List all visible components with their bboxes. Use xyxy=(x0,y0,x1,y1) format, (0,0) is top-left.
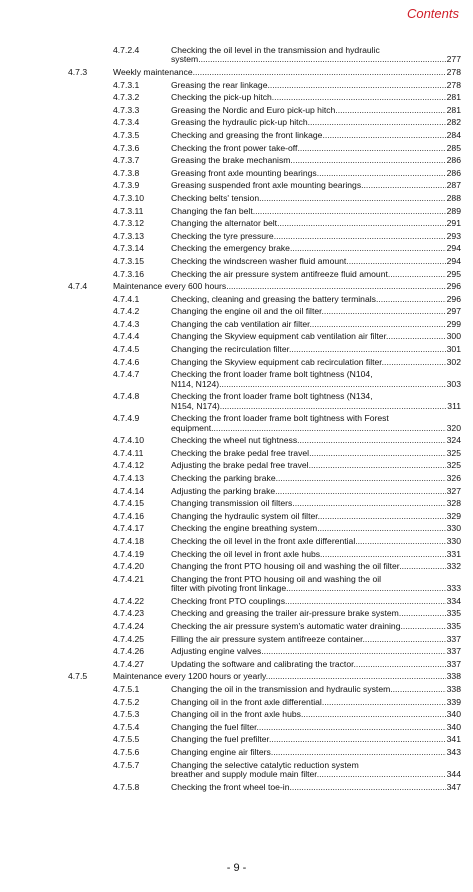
toc-entry-number: 4.7.4.21 xyxy=(113,573,145,584)
toc-entry[interactable] xyxy=(0,219,473,232)
toc-entry-page: 337 xyxy=(446,658,461,669)
toc-entry[interactable] xyxy=(0,282,473,295)
toc-entry-number: 4.7.4.2 xyxy=(113,306,140,317)
toc-entry-number: 4.7.4.22 xyxy=(113,595,145,606)
toc-entry-title: Changing oil in the front axle hubs ..... xyxy=(171,710,446,719)
toc-entry-page: 337 xyxy=(446,646,461,657)
toc-entry-title: Checking the windscreen washer fluid amount ..... xyxy=(171,257,446,266)
toc-entry-title-continued: breather and supply module main filter ..... xyxy=(171,770,446,779)
toc-entry-number: 4.7.4.13 xyxy=(113,473,145,484)
toc-entry-number: 4.7.3.4 xyxy=(113,117,140,128)
toc-entry-title: Greasing the hydraulic pick-up hitch ..... xyxy=(171,118,446,127)
toc-entry[interactable] xyxy=(0,320,473,333)
toc-entry-page: 303 xyxy=(446,378,461,389)
toc-entry-page: 340 xyxy=(446,721,461,732)
toc-entry-page: 344 xyxy=(446,768,461,779)
toc-entry-page: 335 xyxy=(446,620,461,631)
toc-entry[interactable] xyxy=(0,685,473,698)
toc-entry[interactable] xyxy=(0,194,473,207)
toc-entry[interactable] xyxy=(0,207,473,220)
toc-entry[interactable] xyxy=(0,169,473,182)
toc-entry[interactable] xyxy=(0,698,473,711)
toc-entry-number: 4.7.3.9 xyxy=(113,180,140,191)
toc-entry[interactable] xyxy=(0,392,473,414)
toc-entry[interactable] xyxy=(0,93,473,106)
toc-entry[interactable] xyxy=(0,735,473,748)
toc-entry-page: 325 xyxy=(446,447,461,458)
toc-entry-title: Greasing the Nordic and Euro pick-up hitch ..... xyxy=(171,106,446,115)
toc-entry[interactable] xyxy=(0,783,473,796)
toc-entry[interactable] xyxy=(0,307,473,320)
toc-entry-page: 339 xyxy=(446,696,461,707)
toc-entry-number: 4.7.3.2 xyxy=(113,92,140,103)
toc-entry-page: 284 xyxy=(446,129,461,140)
toc-entry-number: 4.7.4.3 xyxy=(113,318,140,329)
toc-entry-number: 4.7.5.3 xyxy=(113,709,140,720)
toc-entry-title: Changing engine air filters ..... xyxy=(171,748,446,757)
toc-entry[interactable] xyxy=(0,81,473,94)
toc-entry-title: Changing the hydraulic system oil filter ..... xyxy=(171,512,446,521)
toc-entry-number: 4.7.5.7 xyxy=(113,759,140,770)
toc-entry-page: 311 xyxy=(447,400,461,411)
toc-entry[interactable] xyxy=(0,436,473,449)
toc-entry-title: Checking the oil level in the front axle differential ..... xyxy=(171,537,446,546)
toc-entry-page: 329 xyxy=(446,510,461,521)
toc-entry-number: 4.7.4.25 xyxy=(113,633,145,644)
toc-entry-title: Checking the front wheel toe-in ..... xyxy=(171,783,446,792)
toc-entry-title: Checking the front power take-off ..... xyxy=(171,144,446,153)
toc-entry-title: Changing the Skyview equipment cab recirculation filter ..... xyxy=(171,358,446,367)
toc-entry-page: 334 xyxy=(446,595,461,606)
toc-entry-page: 327 xyxy=(446,485,461,496)
toc-entry-title: Checking the front loader frame bolt tightness (N134, xyxy=(171,391,373,402)
toc-entry-number: 4.7.5.4 xyxy=(113,721,140,732)
toc-entry[interactable] xyxy=(0,370,473,392)
toc-entry-title: Checking the engine breathing system ..... xyxy=(171,524,446,533)
toc-entry-page: 299 xyxy=(446,318,461,329)
toc-entry-title: Checking the brake pedal free travel ..... xyxy=(171,449,446,458)
toc-entry-number: 4.7.3.12 xyxy=(113,218,145,229)
toc-entry[interactable] xyxy=(0,575,473,597)
toc-entry-page: 302 xyxy=(446,356,461,367)
toc-entry-number: 4.7.4.9 xyxy=(113,413,140,424)
toc-entry-page: 328 xyxy=(446,498,461,509)
page-number: - 9 - xyxy=(226,862,247,874)
toc-entry-page: 331 xyxy=(446,548,461,559)
toc-entry-page: 325 xyxy=(446,460,461,471)
toc-entry[interactable] xyxy=(0,635,473,648)
toc-entry[interactable] xyxy=(0,487,473,500)
toc-entry-number: 4.7.5.1 xyxy=(113,683,140,694)
toc-entry-title: Adjusting engine valves ..... xyxy=(171,647,446,656)
toc-entry-page: 294 xyxy=(446,243,461,254)
toc-entry-title: Checking the air pressure system antifreeze fluid amount ..... xyxy=(171,270,446,279)
toc-entry-title: Changing the front PTO housing oil and washing the oil filter ..... xyxy=(171,562,446,571)
toc-entry-page: 338 xyxy=(446,683,461,694)
toc-entry-page: 277 xyxy=(446,54,461,65)
toc-entry-number: 4.7.4.4 xyxy=(113,331,140,342)
toc-entry[interactable] xyxy=(0,474,473,487)
page-header: Contents xyxy=(406,6,459,21)
toc-entry[interactable] xyxy=(0,295,473,308)
toc-entry-number: 4.7.5.8 xyxy=(113,781,140,792)
toc-entry-number: 4.7.4.24 xyxy=(113,620,145,631)
toc-entry-title-continued: N154, N174) ..... xyxy=(171,402,446,411)
toc-entry-title: Maintenance every 1200 hours or yearly ..... xyxy=(113,672,446,681)
toc-entry-page: 291 xyxy=(446,218,461,229)
toc-entry-title: Changing transmission oil filters ..... xyxy=(171,499,446,508)
toc-entry-page: 324 xyxy=(446,435,461,446)
toc-entry-title: Changing the Skyview equipment cab ventilation air filter ..... xyxy=(171,332,446,341)
toc-entry[interactable] xyxy=(0,562,473,575)
table-of-contents xyxy=(0,46,473,795)
toc-entry-number: 4.7.3.10 xyxy=(113,192,145,203)
toc-entry-page: 326 xyxy=(446,473,461,484)
toc-entry-page: 278 xyxy=(446,67,461,77)
toc-entry-page: 330 xyxy=(446,523,461,534)
toc-entry-page: 289 xyxy=(446,205,461,216)
toc-entry[interactable] xyxy=(0,144,473,157)
toc-entry-title: Checking the pick-up hitch ..... xyxy=(171,93,446,102)
toc-entry-page: 341 xyxy=(446,734,461,745)
toc-entry-page: 333 xyxy=(446,583,461,594)
toc-entry-page: 297 xyxy=(446,306,461,317)
toc-entry-title: Checking and greasing the front linkage ..... xyxy=(171,131,446,140)
toc-entry-title: Changing the fuel filter ..... xyxy=(171,723,446,732)
toc-entry-title: Changing the oil in the transmission and hydraulic system ..... xyxy=(171,685,446,694)
toc-entry-number: 4.7.3.11 xyxy=(113,205,144,216)
toc-entry-number: 4.7.4.8 xyxy=(113,391,140,402)
toc-entry-number: 4.7.4.17 xyxy=(113,523,145,534)
toc-entry-page: 286 xyxy=(446,155,461,166)
toc-entry-title: Checking the tyre pressure ..... xyxy=(171,232,446,241)
toc-entry-number: 4.7.2.4 xyxy=(113,45,140,55)
toc-entry[interactable] xyxy=(0,461,473,474)
toc-entry[interactable] xyxy=(0,710,473,723)
toc-entry-number: 4.7.3.3 xyxy=(113,104,140,115)
toc-entry-number: 4.7.4.14 xyxy=(113,485,145,496)
toc-entry-title: Checking the emergency brake ..... xyxy=(171,244,446,253)
toc-entry-title: Checking, cleaning and greasing the battery terminals ..... xyxy=(171,295,446,304)
toc-entry-title: Changing the fan belt ..... xyxy=(171,207,446,216)
toc-entry-title: Changing the alternator belt ..... xyxy=(171,219,446,228)
toc-entry-title: Checking the front loader frame bolt tightness with Forest xyxy=(171,413,389,424)
toc-entry-page: 330 xyxy=(446,536,461,546)
toc-entry[interactable] xyxy=(0,449,473,462)
toc-entry-number: 4.7.3.8 xyxy=(113,167,140,178)
toc-entry-page: 296 xyxy=(446,281,461,292)
toc-entry-number: 4.7.4.18 xyxy=(113,536,145,546)
toc-entry-title: Greasing the rear linkage ..... xyxy=(171,81,446,90)
toc-entry-page: 294 xyxy=(446,255,461,266)
toc-entry-page: 347 xyxy=(446,781,461,792)
toc-entry-number: 4.7.4.19 xyxy=(113,548,145,559)
toc-entry-page: 288 xyxy=(446,192,461,203)
toc-entry-title: Checking the air pressure system's automatic water draining ..... xyxy=(171,622,446,631)
toc-entry[interactable] xyxy=(0,257,473,270)
toc-entry-title: Changing the fuel prefilter ..... xyxy=(171,735,446,744)
toc-entry-number: 4.7.3.15 xyxy=(113,255,145,266)
toc-entry[interactable] xyxy=(0,156,473,169)
toc-entry[interactable] xyxy=(0,597,473,610)
toc-entry-page: 281 xyxy=(446,92,461,103)
toc-entry-number: 4.7.4.23 xyxy=(113,608,145,619)
toc-entry-number: 4.7.3.5 xyxy=(113,129,140,140)
toc-entry-title: Changing oil in the front axle differential ..... xyxy=(171,698,446,707)
toc-entry-number: 4.7.5.2 xyxy=(113,696,140,707)
toc-entry[interactable] xyxy=(0,106,473,119)
toc-entry-page: 300 xyxy=(446,331,461,342)
toc-entry-number: 4.7.4 xyxy=(68,281,88,292)
toc-entry[interactable] xyxy=(0,512,473,525)
toc-entry[interactable] xyxy=(0,118,473,131)
toc-entry-title: Changing the cab ventilation air filter ..... xyxy=(171,320,446,329)
toc-entry-title: Changing the engine oil and the oil filter ..... xyxy=(171,307,446,316)
toc-entry-number: 4.7.5.6 xyxy=(113,746,140,757)
toc-entry[interactable] xyxy=(0,537,473,550)
toc-entry-title-continued: system ..... xyxy=(171,55,446,64)
toc-entry-title: Greasing suspended front axle mounting bearings ..... xyxy=(171,181,446,190)
toc-entry-title: Adjusting the parking brake ..... xyxy=(171,487,446,496)
toc-entry-page: 282 xyxy=(446,117,461,128)
toc-entry[interactable] xyxy=(0,332,473,345)
toc-entry-title: Checking the front loader frame bolt tightness (N104, xyxy=(171,369,373,380)
toc-entry-page: 332 xyxy=(446,561,461,572)
toc-entry-title: Adjusting the brake pedal free travel ..... xyxy=(171,461,446,470)
toc-entry-title: Filling the air pressure system antifreeze container ..... xyxy=(171,635,446,644)
toc-entry-page: 335 xyxy=(446,608,461,619)
toc-entry-page: 285 xyxy=(446,142,461,153)
toc-entry-title: Updating the software and calibrating the tractor ..... xyxy=(171,660,446,669)
toc-entry-number: 4.7.3.6 xyxy=(113,142,140,153)
toc-entry-number: 4.7.3 xyxy=(68,67,88,77)
toc-entry-number: 4.7.3.7 xyxy=(113,155,140,166)
toc-entry[interactable] xyxy=(0,550,473,563)
toc-entry-number: 4.7.4.5 xyxy=(113,344,140,355)
toc-entry-number: 4.7.3.1 xyxy=(113,79,140,90)
toc-entry-number: 4.7.5.5 xyxy=(113,734,140,745)
toc-entry[interactable] xyxy=(0,232,473,245)
toc-entry-page: 343 xyxy=(446,746,461,757)
toc-entry-number: 4.7.4.11 xyxy=(113,447,144,458)
toc-entry-title: Checking the wheel nut tightness ..... xyxy=(171,436,446,445)
toc-entry-number: 4.7.3.14 xyxy=(113,243,145,254)
toc-entry[interactable] xyxy=(0,414,473,436)
toc-entry-number: 4.7.3.16 xyxy=(113,268,145,279)
toc-entry-title: Greasing front axle mounting bearings ..... xyxy=(171,169,446,178)
toc-entry-title: Maintenance every 600 hours ..... xyxy=(113,282,446,291)
toc-entry-title: Checking and greasing the trailer air-pressure brake system ..... xyxy=(171,609,446,618)
toc-entry[interactable] xyxy=(0,622,473,635)
toc-entry-title: Changing the recirculation filter ..... xyxy=(171,345,446,354)
toc-entry-title: Checking belts' tension ..... xyxy=(171,194,446,203)
toc-entry-number: 4.7.4.16 xyxy=(113,510,145,521)
toc-entry-title: Changing the front PTO housing oil and washing the oil xyxy=(171,573,382,584)
toc-entry-title: Checking the parking brake ..... xyxy=(171,474,446,483)
toc-entry[interactable] xyxy=(0,672,473,685)
toc-entry[interactable] xyxy=(0,499,473,512)
toc-entry-page: 340 xyxy=(446,709,461,720)
toc-entry-page: 338 xyxy=(446,671,461,682)
toc-entry[interactable] xyxy=(0,131,473,144)
toc-entry-page: 296 xyxy=(446,293,461,304)
toc-entry-page: 278 xyxy=(446,79,461,90)
toc-entry-number: 4.7.4.10 xyxy=(113,435,145,446)
toc-entry-page: 337 xyxy=(446,633,461,644)
toc-entry-title-continued: equipment ..... xyxy=(171,424,446,433)
toc-entry-number: 4.7.4.6 xyxy=(113,356,140,367)
toc-entry[interactable] xyxy=(0,647,473,660)
toc-entry-number: 4.7.5 xyxy=(68,671,88,682)
toc-entry-title: Checking front PTO couplings ..... xyxy=(171,597,446,606)
toc-entry-title-continued: N114, N124) ..... xyxy=(171,380,446,389)
toc-entry[interactable] xyxy=(0,46,473,68)
toc-entry-title-continued: filter with pivoting front linkage ..... xyxy=(171,584,446,593)
toc-entry[interactable] xyxy=(0,524,473,537)
toc-entry-title: Weekly maintenance ..... xyxy=(113,68,446,77)
toc-entry-title: Checking the oil level in the transmission and hydraulic xyxy=(171,45,380,55)
toc-entry-page: 287 xyxy=(446,180,461,191)
toc-entry-number: 4.7.4.20 xyxy=(113,561,145,572)
toc-entry[interactable] xyxy=(0,345,473,358)
toc-entry-number: 4.7.4.7 xyxy=(113,369,140,380)
toc-entry[interactable] xyxy=(0,609,473,622)
toc-entry-title: Greasing the brake mechanism ..... xyxy=(171,156,446,165)
toc-entry-page: 320 xyxy=(446,422,461,433)
toc-entry[interactable] xyxy=(0,761,473,783)
toc-entry[interactable] xyxy=(0,748,473,761)
toc-entry[interactable] xyxy=(0,68,473,81)
toc-entry-title: Checking the oil level in front axle hubs ..... xyxy=(171,550,446,559)
toc-entry[interactable] xyxy=(0,244,473,257)
toc-entry-page: 295 xyxy=(446,268,461,279)
toc-entry-number: 4.7.4.12 xyxy=(113,460,145,471)
toc-entry-page: 286 xyxy=(446,167,461,178)
toc-entry[interactable] xyxy=(0,723,473,736)
toc-entry[interactable] xyxy=(0,181,473,194)
toc-entry-number: 4.7.4.15 xyxy=(113,498,145,509)
toc-entry-number: 4.7.4.26 xyxy=(113,646,145,657)
toc-entry-page: 281 xyxy=(446,104,461,115)
toc-entry-number: 4.7.4.1 xyxy=(113,293,140,304)
toc-entry-page: 301 xyxy=(446,344,461,355)
toc-entry-number: 4.7.3.13 xyxy=(113,230,145,241)
toc-entry-number: 4.7.4.27 xyxy=(113,658,145,669)
toc-entry-page: 293 xyxy=(446,230,461,241)
toc-entry-title: Changing the selective catalytic reduction system xyxy=(171,759,359,770)
